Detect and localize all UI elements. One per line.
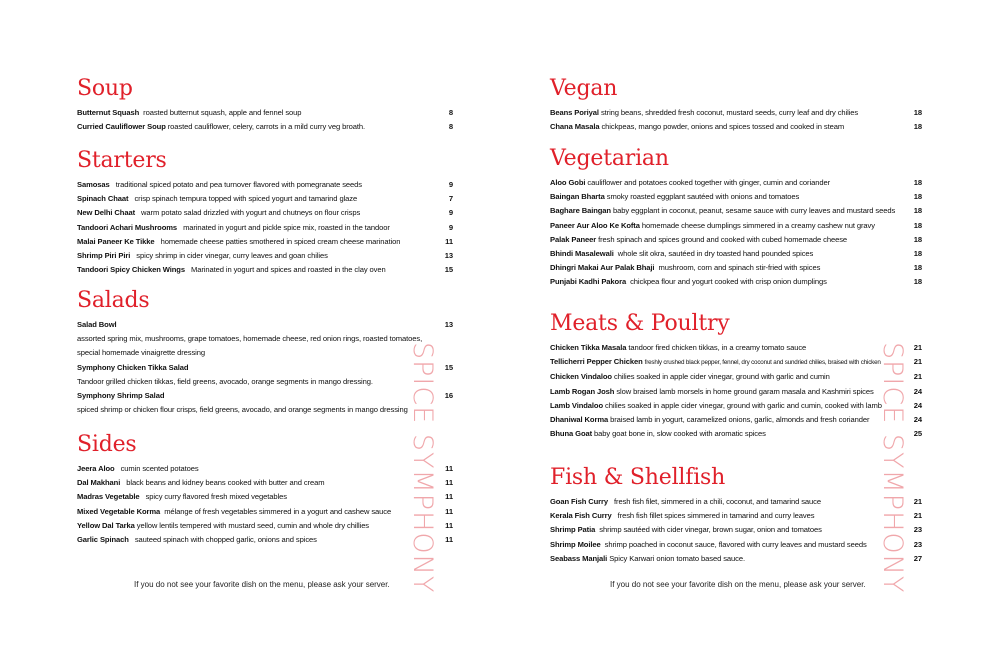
- menu-item: [77, 476, 453, 490]
- section-heading-meats: Meats & Poultry: [550, 311, 730, 336]
- dish-price: 13: [444, 320, 453, 329]
- dish-description: baby eggplant in coconut, peanut, sesame sauce with curry leaves and mustard seeds: [612, 206, 896, 216]
- dish-description: whole slit okra, sautéed in dry toasted hand pounded spices: [617, 249, 814, 259]
- section-soup: [77, 76, 453, 134]
- dish-price: 11: [445, 478, 453, 488]
- menu-item: [77, 462, 453, 476]
- dish-description: smoky roasted eggplant sautéed with onions and tomatoes: [606, 192, 800, 202]
- dish-name: Madras Vegetable: [77, 492, 140, 502]
- menu-item: [550, 261, 922, 275]
- menu-page-right: [500, 0, 1000, 667]
- dish-price: 18: [913, 263, 922, 273]
- dish-price: 13: [444, 251, 453, 261]
- dish-description: mushroom, corn and spinach stir-fried with spices: [658, 263, 821, 273]
- dish-description: roasted cauliflower, celery, carrots in a mild curry veg broath.: [167, 122, 366, 132]
- dish-name: Tandoori Achari Mushrooms: [77, 222, 178, 232]
- dish-price: 11: [445, 492, 453, 502]
- dish-name: Palak Paneer: [550, 234, 597, 244]
- dish-description: Marinated in yogurt and spices and roasted in the clay oven: [191, 265, 386, 275]
- dish-description: spicy curry flavored fresh mixed vegetables: [145, 492, 287, 502]
- dish-name: Symphony Chicken Tikka Salad: [77, 362, 189, 372]
- section-salads: [77, 288, 453, 417]
- dish-name: Tellicherri Pepper Chicken: [550, 357, 643, 367]
- dish-name: Baghare Baingan: [550, 206, 611, 216]
- dish-price: 18: [913, 277, 922, 287]
- menu-item: [550, 106, 922, 120]
- dish-description: fresh fish fillet spices simmered in tamarind and curry leaves: [617, 511, 815, 521]
- dish-price: 18: [913, 249, 922, 259]
- dish-price: 18: [913, 220, 922, 230]
- dish-name: Samosas: [77, 180, 110, 189]
- section-sides: [77, 432, 453, 547]
- menu-item: [77, 221, 453, 235]
- dish-description: yellow lentils tempered with mustard seed, cumin and whole dry chillies: [136, 520, 370, 530]
- dish-price: 21: [913, 372, 922, 382]
- dish-description: special homemade vinaigrette dressing: [77, 348, 205, 358]
- dish-price: 18: [913, 178, 922, 187]
- footnote: If you do not see your favorite dish on the menu, please ask your server.: [134, 580, 390, 589]
- section-meats-poultry: [550, 311, 922, 441]
- dish-name: Beans Poriyal: [550, 108, 599, 117]
- dish-description: sauteed spinach with chopped garlic, onions and spices: [134, 535, 317, 545]
- dish-name: Shrimp Piri Piri: [77, 251, 131, 261]
- dish-price: 8: [448, 108, 453, 117]
- menu-item: [550, 495, 922, 509]
- menu-item: [77, 192, 453, 206]
- menu-item: [550, 370, 922, 384]
- dish-price: 27: [913, 553, 922, 563]
- dish-description: cauliflower and potatoes cooked together with ginger, cumin and coriander: [587, 178, 830, 187]
- footnote: If you do not see your favorite dish on the menu, please ask your server.: [610, 580, 866, 589]
- dish-name: Lamb Rogan Josh: [550, 386, 615, 396]
- dish-name: Chicken Vindaloo: [550, 372, 612, 382]
- dish-name: Jeera Aloo: [77, 464, 115, 473]
- menu-item: [550, 204, 922, 218]
- menu-item: [77, 361, 453, 375]
- menu-item: [550, 219, 922, 233]
- dish-name: Shrimp Moilee: [550, 539, 601, 549]
- menu-item: [77, 533, 453, 547]
- dish-description: braised lamb in yogurt, caramelized onions, garlic, almonds and fresh coriander: [610, 415, 870, 425]
- brand-vertical-text: SPICE SYMPHONY: [877, 342, 908, 594]
- dish-price: 11: [445, 506, 453, 516]
- dish-name: New Delhi Chaat: [77, 208, 135, 218]
- dish-name: Garlic Spinach: [77, 535, 129, 545]
- dish-price: 21: [913, 511, 922, 521]
- dish-price: 11: [445, 236, 453, 246]
- section-heading-fish: Fish & Shellfish: [550, 465, 726, 490]
- dish-description: string beans, shredded fresh coconut, mustard seeds, curry leaf and dry chilies: [600, 108, 859, 117]
- dish-name: Aloo Gobi: [550, 178, 586, 187]
- dish-description: Tandoor grilled chicken tikkas, field greens, avocado, orange segments in mango dressing.: [77, 376, 373, 386]
- dish-price: 24: [913, 400, 922, 410]
- dish-name: Spinach Chaat: [77, 194, 129, 204]
- dish-name: Chana Masala: [550, 122, 600, 132]
- section-starters: [77, 148, 453, 277]
- menu-item: [77, 263, 453, 277]
- dish-description: mélange of fresh vegetables simmered in a yogurt and cashew sauce: [164, 506, 392, 516]
- menu-item: [550, 427, 922, 441]
- section-vegetarian: [550, 146, 922, 290]
- dish-name: Symphony Shrimp Salad: [77, 391, 165, 401]
- dish-price: 18: [913, 122, 922, 132]
- dish-price: 18: [913, 206, 922, 216]
- dish-price: 15: [444, 362, 453, 372]
- section-heading-vegan: Vegan: [550, 76, 618, 101]
- dish-description: fresh spinach and spices ground and cooked with cubed homemade cheese: [598, 234, 848, 244]
- dish-description: chilies soaked in apple cider vinegar, ground with garlic and cumin, cooked with lamb: [605, 400, 882, 410]
- menu-item: [77, 178, 453, 192]
- dish-price: 21: [913, 343, 922, 352]
- dish-price: 24: [913, 415, 922, 425]
- dish-name: Bhindi Masalewali: [550, 249, 614, 259]
- dish-description: warm potato salad drizzled with yogurt and chutneys on flour crisps: [141, 208, 361, 218]
- menu-item: [77, 120, 453, 134]
- menu-item: [77, 206, 453, 220]
- dish-name: Punjabi Kadhi Pakora: [550, 277, 627, 287]
- menu-item: [550, 399, 922, 413]
- menu-item: [77, 106, 453, 120]
- section-heading-vegetarian: Vegetarian: [550, 146, 669, 171]
- menu-item: [550, 341, 922, 355]
- dish-name: Kerala Fish Curry: [550, 511, 612, 521]
- dish-description: black beans and kidney beans cooked with butter and cream: [126, 478, 325, 488]
- dish-name: Dhingri Makai Aur Palak Bhaji: [550, 263, 655, 273]
- dish-name: Goan Fish Curry: [550, 497, 608, 506]
- dish-price: 18: [913, 192, 922, 202]
- dish-name: Dal Makhani: [77, 478, 121, 488]
- menu-item: [77, 318, 453, 332]
- section-fish-shellfish: [550, 465, 922, 566]
- dish-name: Lamb Vindaloo: [550, 400, 603, 410]
- dish-price: 18: [913, 108, 922, 117]
- menu-item: [77, 519, 453, 533]
- menu-item: [77, 505, 453, 519]
- dish-description: homemade cheese patties smothered in spiced cream cheese marination: [160, 236, 401, 246]
- menu-item: [77, 490, 453, 504]
- dish-description: assorted spring mix, mushrooms, grape tomatoes, homemade cheese, red onion rings, roasted tomatoes,: [77, 334, 423, 344]
- dish-price: 9: [448, 208, 453, 218]
- dish-name: Tandoori Spicy Chicken Wings: [77, 265, 185, 275]
- dish-description: marinated in yogurt and pickle spice mix, roasted in the tandoor: [183, 222, 390, 232]
- dish-price: 15: [444, 265, 453, 275]
- dish-description: freshly crushed black pepper, fennel, dry coconut and sundried chilies, braised with chicken: [644, 359, 881, 367]
- menu-item: [550, 538, 922, 552]
- dish-description: shrimp sautéed with cider vinegar, brown sugar, onion and tomatoes: [599, 525, 822, 535]
- dish-name: Bhuna Goat: [550, 429, 593, 439]
- menu-item: [550, 190, 922, 204]
- dish-price: 8: [448, 122, 453, 132]
- menu-item: [77, 389, 453, 403]
- menu-item: [550, 233, 922, 247]
- menu-item: [77, 235, 453, 249]
- brand-vertical-text: SPICE SYMPHONY: [407, 342, 438, 594]
- dish-name: Curried Cauliflower Soup: [77, 122, 166, 132]
- menu-item: [550, 552, 922, 566]
- dish-description: fresh fish filet, simmered in a chili, coconut, and tamarind sauce: [614, 497, 821, 506]
- menu-item: [550, 509, 922, 523]
- dish-description: chickpeas, mango powder, onions and spices tossed and cooked in steam: [601, 122, 845, 132]
- dish-description: tandoor fired chicken tikkas, in a creamy tomato sauce: [628, 343, 807, 352]
- dish-description: Spicy Karwari onion tomato based sauce.: [609, 553, 746, 563]
- menu-item: [77, 249, 453, 263]
- dish-name: Shrimp Patia: [550, 525, 596, 535]
- dish-price: 23: [913, 525, 922, 535]
- section-heading-soup: Soup: [77, 76, 133, 101]
- dish-name: Butternut Squash: [77, 108, 140, 117]
- dish-description: chickpea flour and yogurt cooked with crisp onion dumplings: [630, 277, 827, 287]
- dish-description: roasted butternut squash, apple and fennel soup: [143, 108, 302, 117]
- dish-name: Salad Bowl: [77, 320, 117, 329]
- menu-item: [550, 355, 922, 370]
- section-heading-starters: Starters: [77, 148, 167, 173]
- section-heading-salads: Salads: [77, 288, 150, 313]
- dish-price: 7: [448, 194, 453, 204]
- section-vegan: [550, 76, 922, 134]
- dish-description: crisp spinach tempura topped with spiced yogurt and tamarind glaze: [134, 194, 358, 204]
- dish-price: 21: [913, 357, 922, 367]
- dish-name: Baingan Bharta: [550, 192, 605, 202]
- menu-item: [550, 275, 922, 289]
- dish-price: 11: [445, 464, 453, 473]
- menu-item: [550, 120, 922, 134]
- dish-name: Mixed Vegetable Korma: [77, 506, 161, 516]
- dish-name: Malai Paneer Ke Tikke: [77, 236, 155, 246]
- dish-price: 23: [913, 539, 922, 549]
- dish-description: chilies soaked in apple cider vinegar, ground with garlic and cumin: [614, 372, 830, 382]
- dish-price: 11: [445, 535, 453, 545]
- dish-name: Dhaniwal Korma: [550, 415, 609, 425]
- dish-price: 11: [445, 520, 453, 530]
- dish-price: 24: [913, 386, 922, 396]
- menu-item: [550, 413, 922, 427]
- dish-description: traditional spiced potato and pea turnover flavored with pomegranate seeds: [115, 180, 362, 189]
- menu-item: [550, 176, 922, 190]
- dish-name: Chicken Tikka Masala: [550, 343, 627, 352]
- dish-price: 21: [913, 497, 922, 506]
- section-heading-sides: Sides: [77, 432, 137, 457]
- dish-price: 16: [444, 391, 453, 401]
- dish-description: slow braised lamb morsels in home ground garam masala and Kashmiri spices: [616, 386, 874, 396]
- dish-name: Paneer Aur Aloo Ke Kofta: [550, 220, 640, 230]
- menu-item: [550, 523, 922, 537]
- dish-description: cumin scented potatoes: [120, 464, 199, 473]
- dish-price: 9: [448, 222, 453, 232]
- dish-description: shrimp poached in coconut sauce, flavored with curry leaves and mustard seeds: [604, 539, 867, 549]
- dish-description: baby goat bone in, slow cooked with aromatic spices: [594, 429, 766, 439]
- dish-name: Seabass Manjali: [550, 553, 608, 563]
- dish-name: Yellow Dal Tarka: [77, 520, 135, 530]
- menu-item: [550, 385, 922, 399]
- dish-price: 25: [913, 429, 922, 439]
- dish-price: 9: [448, 180, 453, 189]
- dish-description: homemade cheese dumplings simmered in a creamy cashew nut gravy: [641, 220, 875, 230]
- dish-description: spicy shrimp in cider vinegar, curry leaves and goan chilies: [136, 251, 328, 261]
- menu-item: [550, 247, 922, 261]
- dish-price: 18: [913, 234, 922, 244]
- dish-description: spiced shrimp or chicken flour crisps, field greens, avocado, and orange segments in mango dressing: [77, 405, 408, 415]
